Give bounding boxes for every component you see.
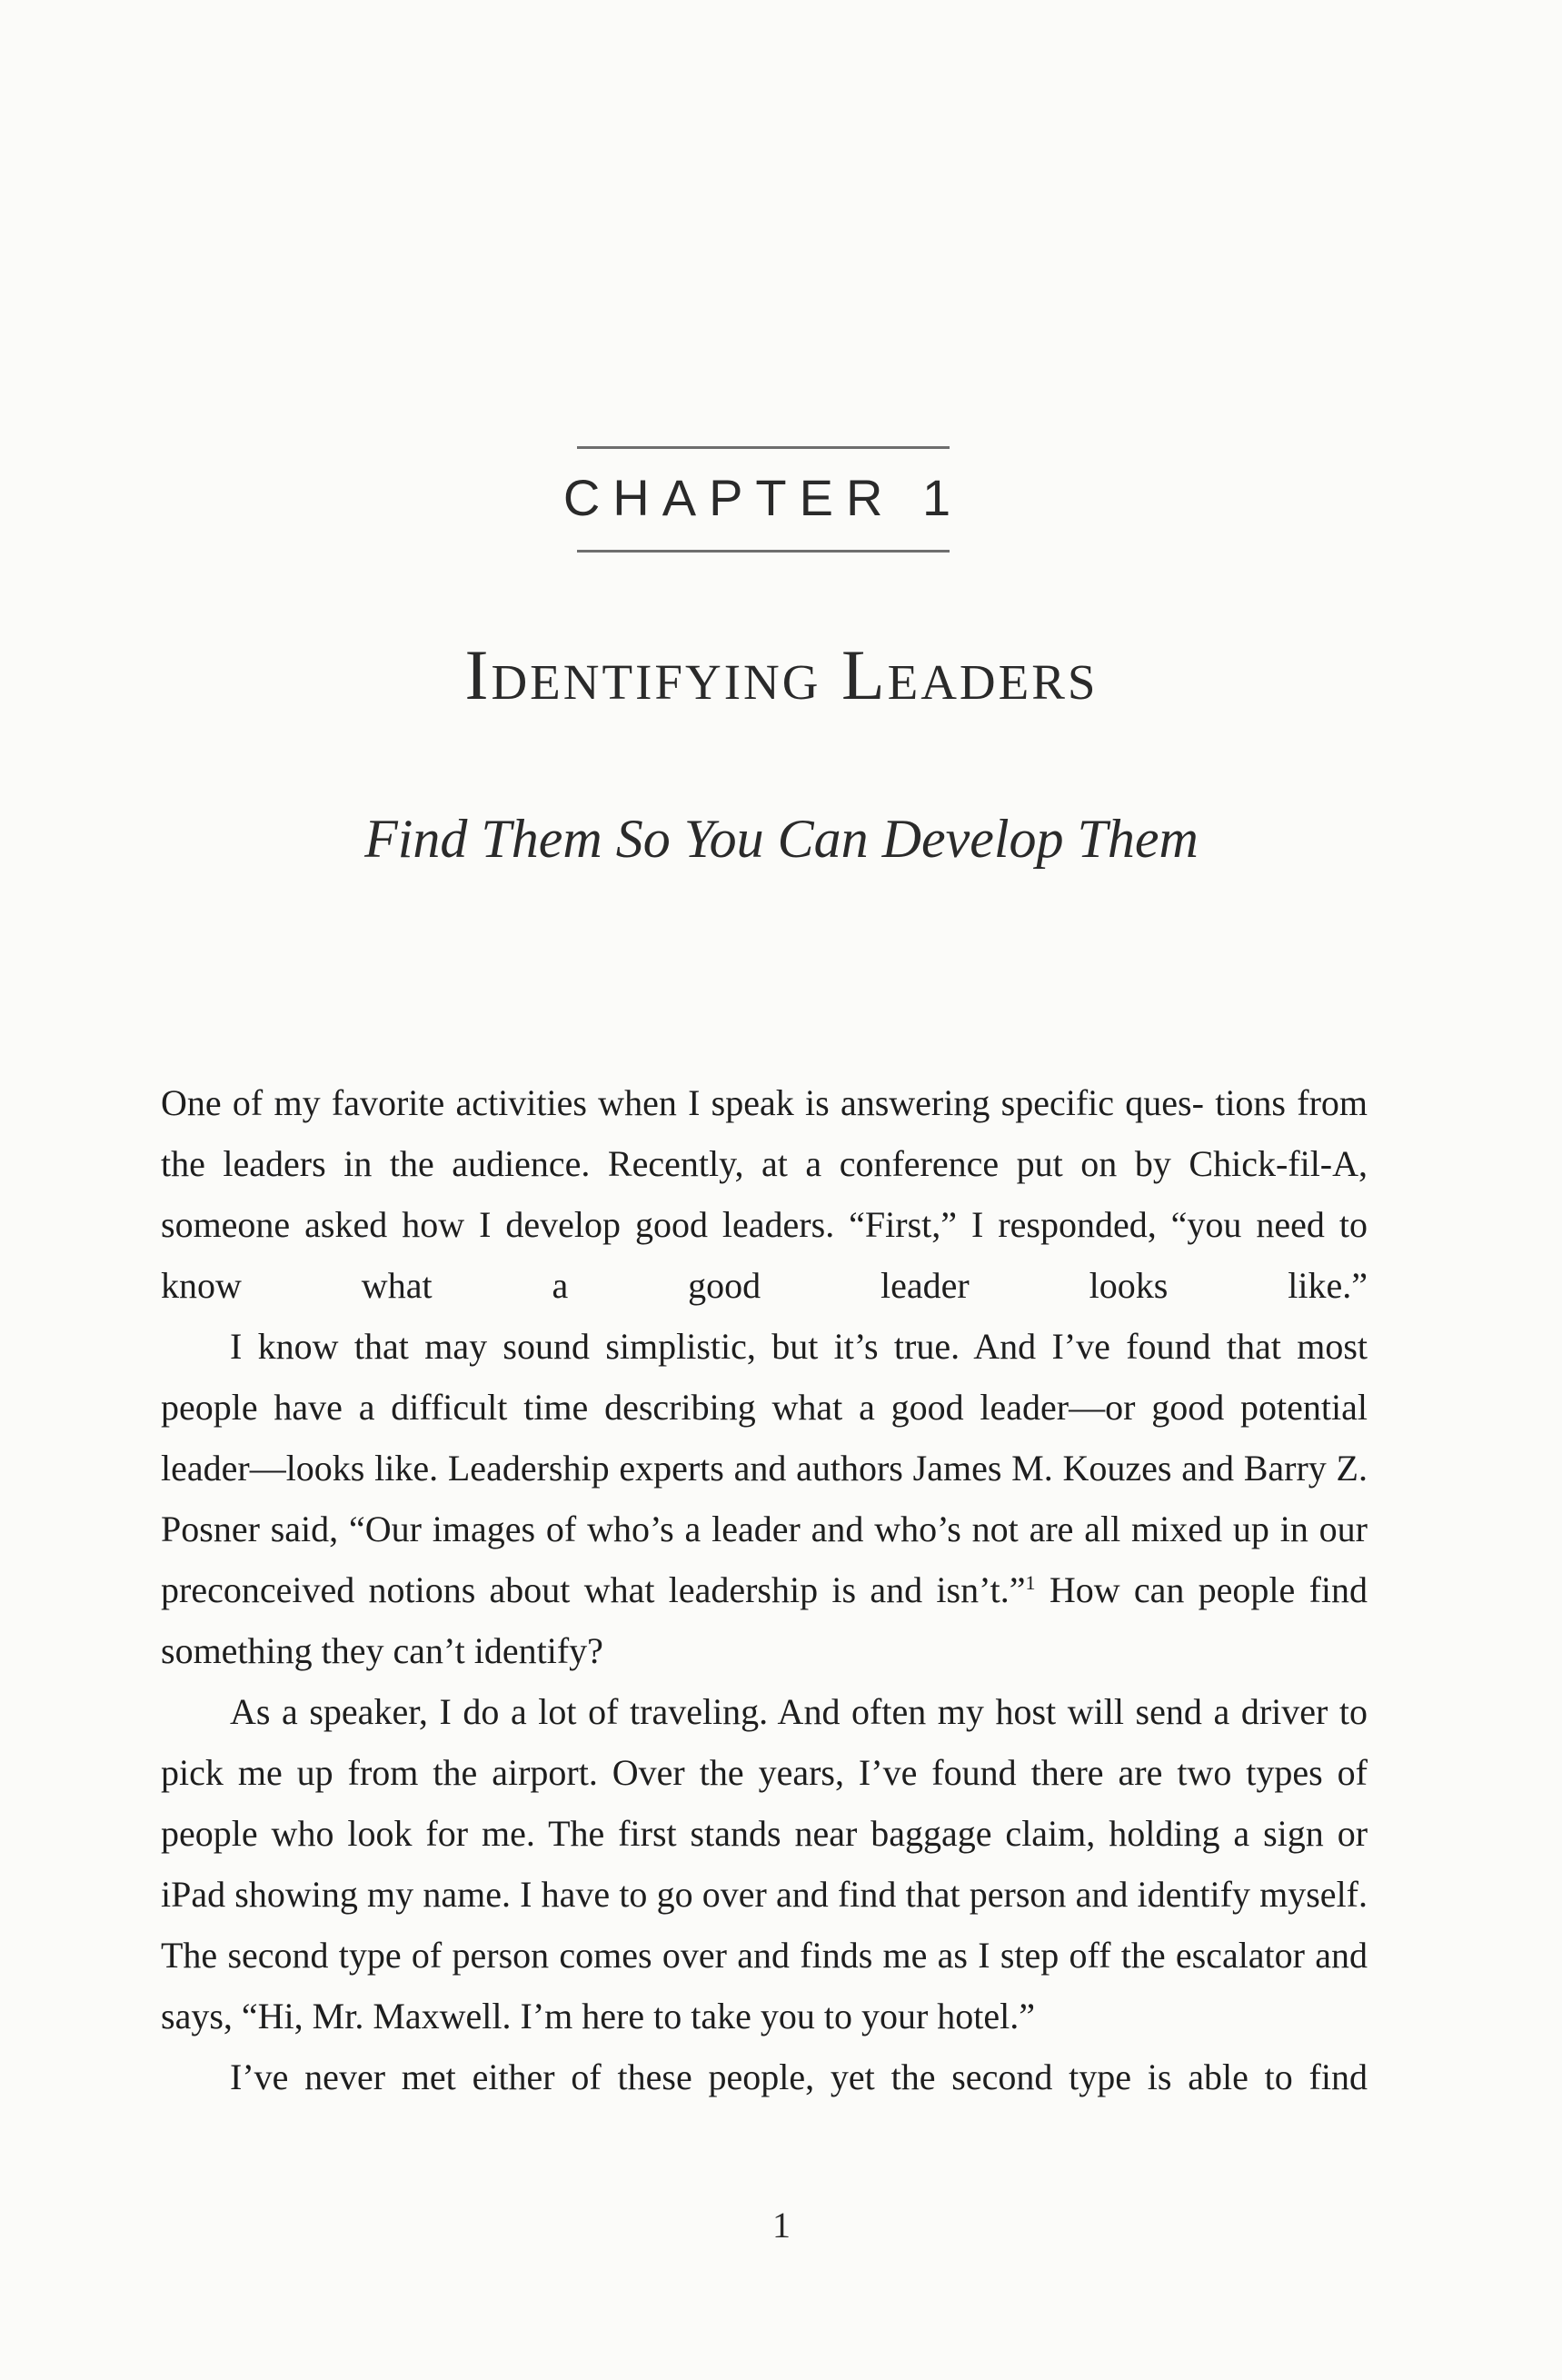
chapter-subtitle: Find Them So You Can Develop Them xyxy=(364,809,1199,869)
text-line: I know that may sound simplistic, but it’s true. And I’ve found that xyxy=(230,1326,1281,1367)
body-text xyxy=(161,1072,1368,2107)
page-number: 1 xyxy=(772,2205,791,2246)
text-line: to take you to your hotel.” xyxy=(653,1996,1035,2036)
text-line: driver to pick me up from the airport. Over the years, I’ve found there are xyxy=(161,1691,1368,1793)
text-line: How can people find something they can’t identify? xyxy=(161,1569,1368,1671)
paragraph xyxy=(161,1316,1368,1681)
chapter-rule-top xyxy=(577,446,950,449)
text-line: tions from the leaders in the audience. Recently, at a conference put on xyxy=(161,1082,1368,1184)
text-line: two types of people who look for me. The first stands near baggage claim, xyxy=(161,1752,1368,1854)
text-line: As a speaker, I do a lot of traveling. And often my host will send a xyxy=(230,1691,1230,1732)
paragraph xyxy=(161,1072,1368,1316)
text-line: not are all mixed up in our preconceived notions about what leadership is xyxy=(161,1509,1368,1610)
text-line: most people have a difficult time describing what a good leader—or good xyxy=(161,1326,1368,1428)
text-line: I’ve never met either of these people, yet the second type is able to find xyxy=(230,2056,1368,2097)
text-line: potential leader—looks like. Leadership experts and authors James M. xyxy=(161,1387,1368,1489)
chapter-rule-bottom xyxy=(577,550,950,553)
text-line: Kouzes and Barry Z. Posner said, “Our images of who’s a leader and who’s xyxy=(161,1448,1368,1549)
chapter-title: Identifying Leaders xyxy=(464,635,1099,714)
text-line: and isn’t.” xyxy=(870,1569,1026,1610)
text-line: One of my favorite activities when I speak is answering specific ques- xyxy=(161,1082,1204,1123)
text-line: person and identify myself. The second type of person comes over and xyxy=(161,1874,1368,1976)
footnote-marker[interactable]: 1 xyxy=(1025,1571,1036,1594)
text-line: finds me as I step off the escalator and says, “Hi, Mr. Maxwell. I’m here xyxy=(161,1935,1368,2036)
text-line: holding a sign or iPad showing my name. I have to go over and find that xyxy=(161,1813,1368,1915)
text-line: responded, “you need to know what a good leader looks like.” xyxy=(161,1204,1368,1306)
paragraph xyxy=(161,2046,1368,2107)
text-line: by Chick-fil-A, someone asked how I develop good leaders. “First,” I xyxy=(161,1143,1368,1245)
chapter-label: CHAPTER 1 xyxy=(562,469,964,526)
paragraph xyxy=(161,1681,1368,2046)
